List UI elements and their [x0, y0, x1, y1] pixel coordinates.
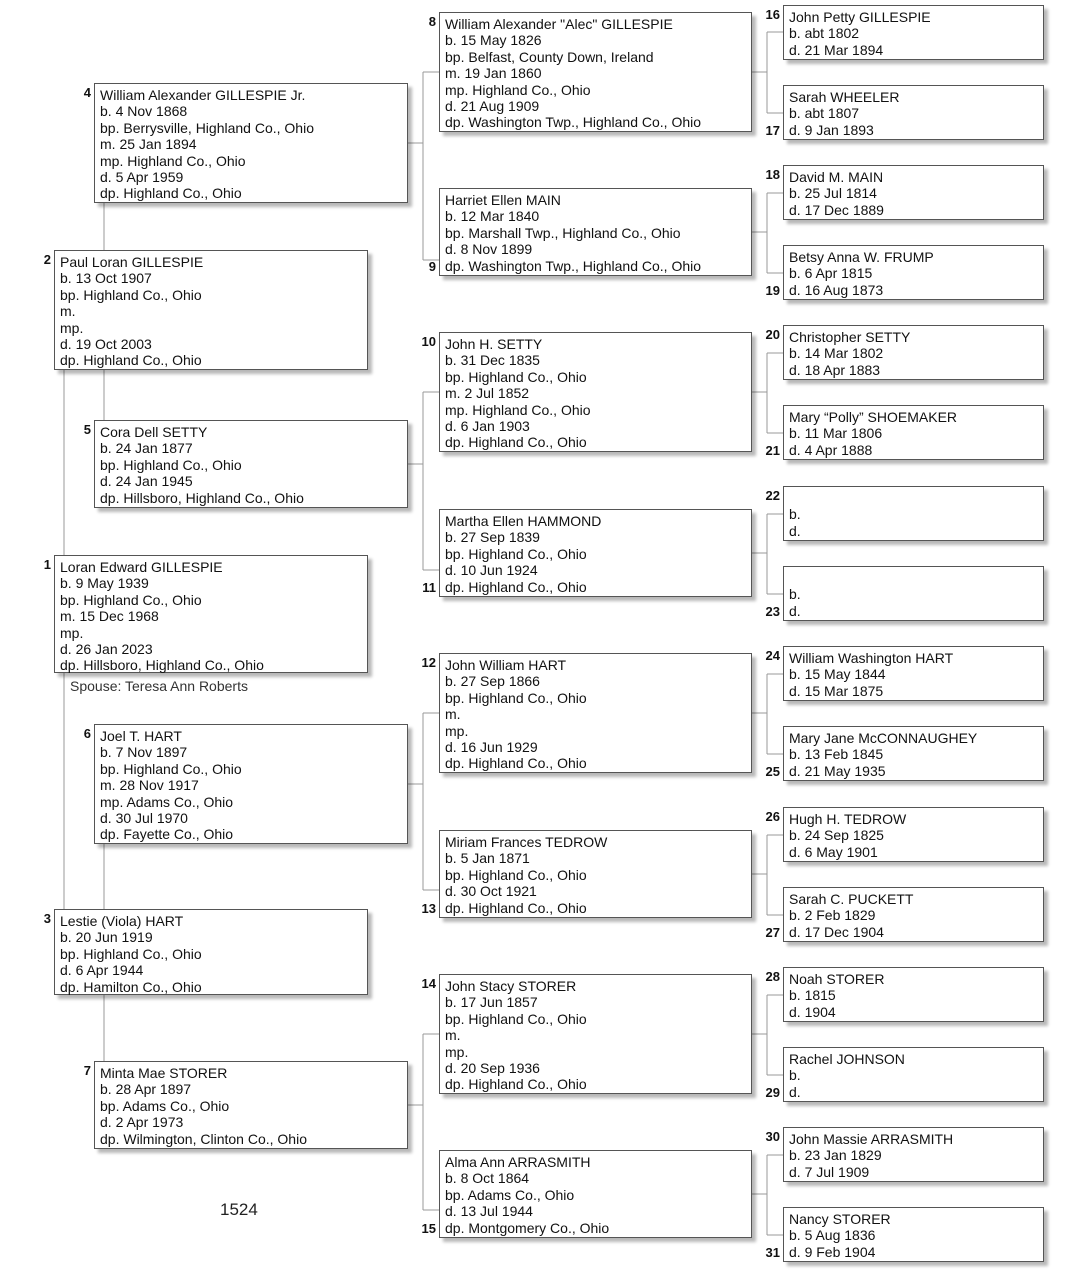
person-detail: b. 1815 — [789, 987, 836, 1004]
person-number: 23 — [765, 604, 780, 619]
person-name: Cora Dell SETTY — [100, 424, 208, 440]
person-box-20 — [783, 325, 1044, 380]
person-name: John Stacy STORER — [445, 978, 577, 994]
person-name: Miriam Frances TEDROW — [445, 834, 608, 850]
person-number: 21 — [765, 443, 780, 458]
person-detail: d. 30 Jul 1970 — [100, 809, 188, 826]
person-detail: b. 14 Mar 1802 — [789, 345, 884, 362]
page-number: 1524 — [220, 1200, 258, 1219]
person-detail: dp. Washington Twp., Highland Co., Ohio — [445, 257, 702, 274]
person-detail: mp. — [445, 1043, 469, 1060]
person-detail: d. 30 Oct 1921 — [445, 883, 537, 900]
person-detail: b. 7 Nov 1897 — [100, 744, 188, 761]
person-detail: d. 4 Apr 1888 — [789, 441, 873, 458]
person-name: Alma Ann ARRASMITH — [445, 1154, 591, 1170]
person-detail: dp. Highland Co., Ohio — [100, 185, 242, 202]
person-detail: d. 1904 — [789, 1003, 836, 1020]
person-detail: b. abt 1807 — [789, 105, 860, 122]
person-detail: dp. Washington Twp., Highland Co., Ohio — [445, 114, 702, 131]
person-detail: bp. Adams Co., Ohio — [100, 1097, 230, 1114]
person-detail: bp. Highland Co., Ohio — [100, 456, 242, 473]
person-detail: dp. Highland Co., Ohio — [445, 899, 587, 916]
person-detail: b. 25 Jul 1814 — [789, 185, 877, 202]
person-detail: m. 15 Dec 1968 — [60, 608, 159, 625]
person-detail: d. 10 Jun 1924 — [445, 562, 538, 579]
person-detail: d. 16 Aug 1873 — [789, 281, 884, 298]
person-detail: d. 9 Feb 1904 — [789, 1243, 876, 1260]
person-detail: m. — [445, 1027, 461, 1044]
person-box-10 — [439, 332, 752, 452]
person-name: Paul Loran GILLESPIE — [60, 254, 204, 270]
person-name: Betsy Anna W. FRUMP — [789, 249, 934, 265]
person-detail: b. 28 Apr 1897 — [100, 1081, 192, 1098]
person-detail: b. 15 May 1844 — [789, 666, 886, 683]
person-detail: b. 20 Jun 1919 — [60, 929, 153, 946]
person-detail: d. 19 Oct 2003 — [60, 335, 152, 352]
person-name: John William HART — [445, 657, 567, 673]
person-name: Rachel JOHNSON — [789, 1051, 905, 1067]
person-box-26 — [783, 807, 1044, 862]
person-detail: b. 6 Apr 1815 — [789, 265, 873, 282]
person-detail: bp. Highland Co., Ohio — [60, 945, 202, 962]
person-box-28 — [783, 967, 1044, 1022]
person-detail: b. — [789, 506, 801, 523]
person-detail: mp. Highland Co., Ohio — [445, 81, 591, 98]
person-detail: b. 13 Feb 1845 — [789, 746, 884, 763]
person-detail: d. 15 Mar 1875 — [789, 682, 884, 699]
person-number: 15 — [421, 1221, 436, 1236]
person-number: 19 — [765, 283, 780, 298]
person-detail: b. 12 Mar 1840 — [445, 208, 540, 225]
person-detail: b. 4 Nov 1868 — [100, 103, 188, 120]
person-detail: bp. Highland Co., Ohio — [445, 545, 587, 562]
person-detail: d. — [789, 602, 801, 619]
person-box-25 — [783, 726, 1044, 781]
person-number: 7 — [83, 1063, 91, 1078]
person-detail: bp. Highland Co., Ohio — [445, 689, 587, 706]
person-detail: b. 27 Sep 1839 — [445, 529, 540, 546]
person-detail: bp. Adams Co., Ohio — [445, 1186, 575, 1203]
person-detail: m. — [445, 706, 461, 723]
person-detail: bp. Highland Co., Ohio — [100, 760, 242, 777]
person-number: 14 — [421, 976, 436, 991]
person-detail: d. 8 Nov 1899 — [445, 241, 533, 258]
person-detail: b. 11 Mar 1806 — [789, 425, 883, 442]
person-detail: bp. Berrysville, Highland Co., Ohio — [100, 119, 314, 136]
person-name: Martha Ellen HAMMOND — [445, 513, 602, 529]
person-number: 26 — [765, 809, 780, 824]
person-detail: d. 6 Jan 1903 — [445, 417, 530, 434]
person-detail: b. 9 May 1939 — [60, 575, 149, 592]
person-detail: b. 8 Oct 1864 — [445, 1170, 530, 1187]
person-number: 1 — [43, 557, 51, 572]
person-name: Minta Mae STORER — [100, 1065, 228, 1081]
person-name: William Alexander "Alec" GILLESPIE — [445, 16, 673, 32]
spouse-label: Spouse: Teresa Ann Roberts — [70, 678, 248, 694]
person-detail: m. 2 Jul 1852 — [445, 385, 530, 402]
person-name: David M. MAIN — [789, 169, 884, 185]
person-box-18 — [783, 165, 1044, 220]
person-number: 25 — [765, 764, 780, 779]
person-number: 12 — [421, 655, 436, 670]
person-box-15 — [439, 1150, 752, 1238]
person-number: 27 — [765, 925, 780, 940]
person-detail: d. 6 May 1901 — [789, 843, 878, 860]
person-box-27 — [783, 887, 1044, 942]
person-detail: b. abt 1802 — [789, 25, 860, 42]
person-detail: d. 5 Apr 1959 — [100, 168, 184, 185]
person-detail: m. — [60, 303, 76, 320]
person-name: William Alexander GILLESPIE Jr. — [100, 87, 306, 103]
person-detail: mp. Adams Co., Ohio — [100, 793, 234, 810]
person-number: 2 — [43, 252, 51, 267]
person-detail: dp. Highland Co., Ohio — [445, 1076, 587, 1093]
person-name — [789, 570, 1038, 586]
person-box-21 — [783, 405, 1044, 460]
person-detail: mp. — [60, 624, 84, 641]
person-box-16 — [783, 5, 1044, 60]
person-name: John H. SETTY — [445, 336, 543, 352]
person-number: 3 — [43, 911, 51, 926]
person-name: Joel T. HART — [100, 728, 182, 744]
person-detail: dp. Highland Co., Ohio — [445, 434, 587, 451]
person-name: John Petty GILLESPIE — [789, 9, 931, 25]
person-detail: d. 7 Jul 1909 — [789, 1163, 870, 1180]
person-detail: bp. Marshall Twp., Highland Co., Ohio — [445, 224, 681, 241]
person-name: Mary Jane McCONNAUGHEY — [789, 730, 978, 746]
person-number: 9 — [428, 259, 436, 274]
person-detail: dp. Wilmington, Clinton Co., Ohio — [100, 1130, 307, 1147]
person-detail: b. 5 Jan 1871 — [445, 850, 530, 867]
person-name: John Massie ARRASMITH — [789, 1131, 954, 1147]
person-detail: b. 15 May 1826 — [445, 32, 542, 49]
person-box-14 — [439, 974, 752, 1094]
person-box-2 — [54, 250, 368, 370]
person-number: 28 — [765, 969, 780, 984]
person-box-7 — [94, 1061, 408, 1149]
person-name: Christopher SETTY — [789, 329, 911, 345]
person-box-8 — [439, 12, 752, 132]
person-detail: d. 24 Jan 1945 — [100, 473, 193, 490]
person-detail: d. 21 May 1935 — [789, 762, 886, 779]
person-box-4 — [94, 83, 408, 203]
person-number: 13 — [421, 901, 436, 916]
person-name: Lestie (Viola) HART — [60, 913, 184, 929]
person-number: 10 — [421, 334, 436, 349]
person-detail: d. 9 Jan 1893 — [789, 121, 874, 138]
person-detail: mp. — [60, 319, 84, 336]
person-number: 16 — [765, 7, 780, 22]
person-detail: mp. Highland Co., Ohio — [100, 152, 246, 169]
person-detail: d. 13 Jul 1944 — [445, 1203, 533, 1220]
person-number: 17 — [765, 123, 780, 138]
person-detail: dp. Hillsboro, Highland Co., Ohio — [60, 657, 264, 674]
person-detail: d. 20 Sep 1936 — [445, 1059, 540, 1076]
person-number: 5 — [83, 422, 91, 437]
person-name: Nancy STORER — [789, 1211, 891, 1227]
person-detail: b. 17 Jun 1857 — [445, 994, 538, 1011]
person-box-1 — [54, 555, 368, 673]
person-detail: bp. Highland Co., Ohio — [445, 1010, 587, 1027]
person-name: Loran Edward GILLESPIE — [60, 559, 223, 575]
person-detail: bp. Highland Co., Ohio — [445, 866, 587, 883]
person-box-13 — [439, 830, 752, 918]
person-number: 30 — [765, 1129, 780, 1144]
person-detail: b. 24 Jan 1877 — [100, 440, 193, 457]
person-detail: dp. Montgomery Co., Ohio — [445, 1219, 610, 1236]
person-number: 22 — [765, 488, 780, 503]
person-number: 6 — [83, 726, 91, 741]
person-detail: bp. Belfast, County Down, Ireland — [445, 48, 654, 65]
person-name: Noah STORER — [789, 971, 885, 987]
person-number: 29 — [765, 1085, 780, 1100]
person-name: Sarah C. PUCKETT — [789, 891, 914, 907]
person-box-30 — [783, 1127, 1044, 1182]
person-name: William Washington HART — [789, 650, 954, 666]
person-detail: dp. Fayette Co., Ohio — [100, 826, 234, 843]
person-box-23 — [783, 566, 1044, 621]
person-number: 31 — [765, 1245, 780, 1260]
person-name: Mary “Polly” SHOEMAKER — [789, 409, 958, 425]
person-number: 4 — [83, 85, 91, 100]
person-detail: b. 27 Sep 1866 — [445, 673, 540, 690]
person-name: Hugh H. TEDROW — [789, 811, 907, 827]
person-box-11 — [439, 509, 752, 597]
person-detail: d. 18 Apr 1883 — [789, 361, 881, 378]
person-box-24 — [783, 646, 1044, 701]
person-detail: m. 28 Nov 1917 — [100, 777, 199, 794]
person-detail: m. 25 Jan 1894 — [100, 136, 197, 153]
person-detail: d. — [789, 1083, 801, 1100]
person-box-9 — [439, 188, 752, 276]
person-detail: dp. Highland Co., Ohio — [60, 352, 202, 369]
person-detail: mp. — [445, 722, 469, 739]
person-detail: b. — [789, 1067, 801, 1084]
person-detail: mp. Highland Co., Ohio — [445, 401, 591, 418]
person-name: Sarah WHEELER — [789, 89, 900, 105]
person-detail: bp. Highland Co., Ohio — [445, 368, 587, 385]
person-detail: bp. Highland Co., Ohio — [60, 286, 202, 303]
person-detail: dp. Hamilton Co., Ohio — [60, 978, 202, 995]
person-box-3 — [54, 909, 368, 995]
person-box-31 — [783, 1207, 1044, 1262]
person-detail: d. 17 Dec 1889 — [789, 201, 884, 218]
person-detail: d. 21 Mar 1894 — [789, 41, 884, 58]
person-detail: b. 24 Sep 1825 — [789, 827, 884, 844]
person-detail: b. 5 Aug 1836 — [789, 1227, 876, 1244]
person-number: 11 — [422, 580, 436, 595]
person-box-22 — [783, 486, 1044, 541]
person-detail: b. 2 Feb 1829 — [789, 907, 876, 924]
person-detail: d. 26 Jan 2023 — [60, 640, 153, 657]
person-detail: b. — [789, 586, 801, 603]
person-detail: dp. Highland Co., Ohio — [445, 578, 587, 595]
person-number: 20 — [765, 327, 780, 342]
person-box-17 — [783, 85, 1044, 140]
person-detail: d. 2 Apr 1973 — [100, 1114, 184, 1131]
person-detail: d. 16 Jun 1929 — [445, 738, 538, 755]
person-name — [789, 490, 1038, 506]
person-box-29 — [783, 1047, 1044, 1102]
person-name: Harriet Ellen MAIN — [445, 192, 561, 208]
person-number: 18 — [765, 167, 780, 182]
person-detail: bp. Highland Co., Ohio — [60, 591, 202, 608]
person-number: 8 — [428, 14, 436, 29]
person-detail: dp. Highland Co., Ohio — [445, 755, 587, 772]
person-detail: m. 19 Jan 1860 — [445, 65, 542, 82]
person-number: 24 — [765, 648, 780, 663]
person-detail: dp. Hillsboro, Highland Co., Ohio — [100, 489, 304, 506]
person-detail: b. 23 Jan 1829 — [789, 1147, 882, 1164]
person-box-6 — [94, 724, 408, 844]
person-detail: b. 13 Oct 1907 — [60, 270, 152, 287]
person-detail: d. — [789, 522, 801, 539]
person-detail: d. 17 Dec 1904 — [789, 923, 884, 940]
person-detail: d. 6 Apr 1944 — [60, 962, 144, 979]
person-box-12 — [439, 653, 752, 773]
person-detail: b. 31 Dec 1835 — [445, 352, 540, 369]
person-box-19 — [783, 245, 1044, 300]
person-detail: d. 21 Aug 1909 — [445, 97, 540, 114]
person-box-5 — [94, 420, 408, 508]
